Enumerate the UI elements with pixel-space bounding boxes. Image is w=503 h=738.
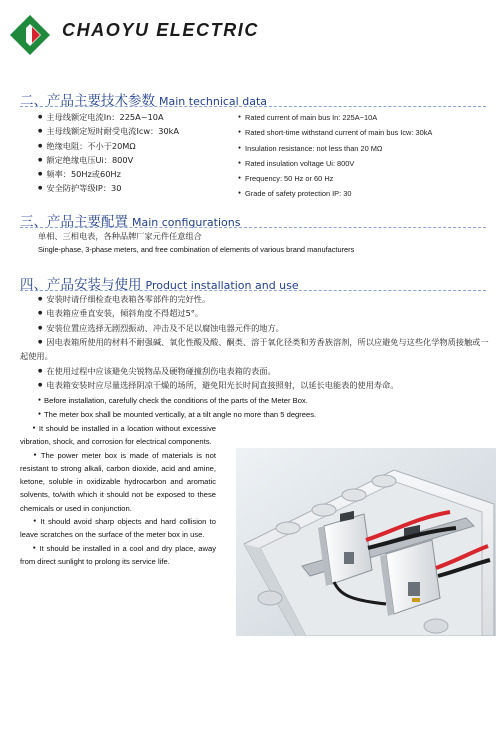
- tech-cn-item: ● 安全防护等级IP：30: [38, 181, 179, 195]
- technical-title-cn: 二、产品主要技术参数: [20, 93, 155, 109]
- install-en-item-2: It should be installed in a location without excessive vibration, shock, and corrosion for electrical components.: [20, 424, 216, 447]
- technical-list-en: [238, 110, 432, 202]
- install-cn-item: ● 安装位置应选择无剧烈振动、冲击及不足以腐蚀电器元件的地方。: [38, 321, 490, 335]
- install-en-item-0: Before installation, carefully check the conditions of the parts of the Meter Box.: [44, 396, 308, 405]
- install-en-item: ● It should avoid sharp objects and hard collision to leave scratches on the surface of the meter box in use.: [20, 517, 216, 540]
- installation-title-en: Product installation and use: [145, 279, 299, 292]
- tech-cn-item: ● 绝缘电阻：不小于20MΩ: [38, 139, 179, 153]
- install-cn-item: ● 电表箱应垂直安装，倾斜角度不得超过5°。: [38, 306, 490, 320]
- install-en-item-1: The meter box shall be mounted vertically, at a tilt angle no more than 5 degrees.: [44, 410, 317, 419]
- install-en-item-3: The power meter box is made of materials is not resistant to strong alkali, carbon dioxide, acid and amine, ketone, soluble in oxidizable hydrocarbon and aromatic solvents, to/with which it should not be exposed to these chemicals or used in conjunction.: [20, 450, 216, 513]
- config-title-cn: 三、产品主要配置: [20, 214, 128, 230]
- tech-cn-item: ● 额定绝缘电压Ui：800V: [38, 153, 179, 167]
- installation-divider: [20, 290, 486, 291]
- config-divider: [20, 227, 486, 228]
- installation-list-cn: [20, 292, 490, 393]
- meter-box-photo: [236, 448, 496, 636]
- install-en-item: ● The power meter box is made of materials is not resistant to strong alkali, carbon dioxide, acid and amine, ketone, soluble in oxidizable hydrocarbon and aromatic solvents, to/with which it should not be exposed to these chemicals or used in conjunction.: [20, 450, 216, 513]
- technical-divider: [20, 106, 486, 107]
- installation-title-cn: 四、产品安装与使用: [20, 277, 142, 293]
- config-title-en: Main configurations: [132, 216, 241, 229]
- install-en-item: ● The meter box shall be mounted vertically, at a tilt angle no more than 5 degrees.: [38, 410, 317, 419]
- install-en-item: ● It should be installed in a location without excessive vibration, shock, and corrosion for electrical components.: [20, 424, 216, 447]
- install-en-item-5: It should be installed in a cool and dry place, away from direct sunlight to prolong its service life.: [20, 543, 216, 566]
- brand-name: CHAOYU ELECTRIC: [62, 20, 260, 40]
- tech-en-item: ● Rated insulation voltage Ui: 800V: [238, 156, 432, 171]
- tech-en-item: ● Insulation resistance: not less than 20 MΩ: [238, 141, 432, 156]
- install-cn-item: ● 电表箱安装时应尽量选择阴凉干燥的场所，避免阳光长时间直接照射，以延长电能表的使用寿命。: [38, 378, 490, 392]
- tech-en-item: ● Grade of safety protection IP: 30: [238, 186, 432, 201]
- install-cn-item: 因电表箱所使用的材料不耐强碱、氧化性酸及酸、酮类、溶于氧化径类和芳香族溶剂，所以应避免与这些化学物质接触或一起使用。: [20, 336, 489, 362]
- chaoyu-logo-icon: [8, 13, 52, 57]
- install-en-item: ● It should be installed in a cool and dry place, away from direct sunlight to prolong its service life.: [20, 543, 216, 566]
- install-en-item: ● Before installation, carefully check the conditions of the parts of the Meter Box.: [38, 396, 308, 405]
- install-cn-item: ● 安装时请仔细检查电表箱各零部件的完好性。: [38, 292, 490, 306]
- tech-cn-item: ● 主母线额定电流In：225A~10A: [38, 110, 179, 124]
- config-text-cn: 单相、三相电表，各种品牌厂家元件任意组合: [38, 231, 202, 241]
- technical-list-cn: [38, 110, 179, 196]
- tech-cn-item: ● 频率：50Hz或60Hz: [38, 167, 179, 181]
- tech-cn-item: ● 主母线额定短时耐受电流Icw：30kA: [38, 124, 179, 138]
- install-cn-item: ● 在使用过程中应该避免尖锐物品及硬物碰撞刮伤电表箱的表面。: [38, 364, 490, 378]
- install-en-column: [20, 422, 216, 568]
- install-en-item-4: It should avoid sharp objects and hard collision to leave scratches on the surface of the meter box in use.: [20, 517, 216, 540]
- config-text-en: Single-phase, 3-phase meters, and free combination of elements of various brand manufacturers: [38, 245, 355, 254]
- tech-en-item: ● Rated current of main bus In: 225A~10A: [238, 110, 432, 125]
- tech-en-item: ● Frequency: 50 Hz or 60 Hz: [238, 171, 432, 186]
- tech-en-item: ● Rated short-time withstand current of main bus Icw: 30kA: [238, 125, 432, 140]
- technical-title-en: Main technical data: [159, 95, 268, 108]
- install-cn-item-long: ● 因电表箱所使用的材料不耐强碱、氧化性酸及酸、酮类、溶于氧化径类和芳香族溶剂，所以应避免与这些化学物质接触或一起使用。: [20, 336, 489, 362]
